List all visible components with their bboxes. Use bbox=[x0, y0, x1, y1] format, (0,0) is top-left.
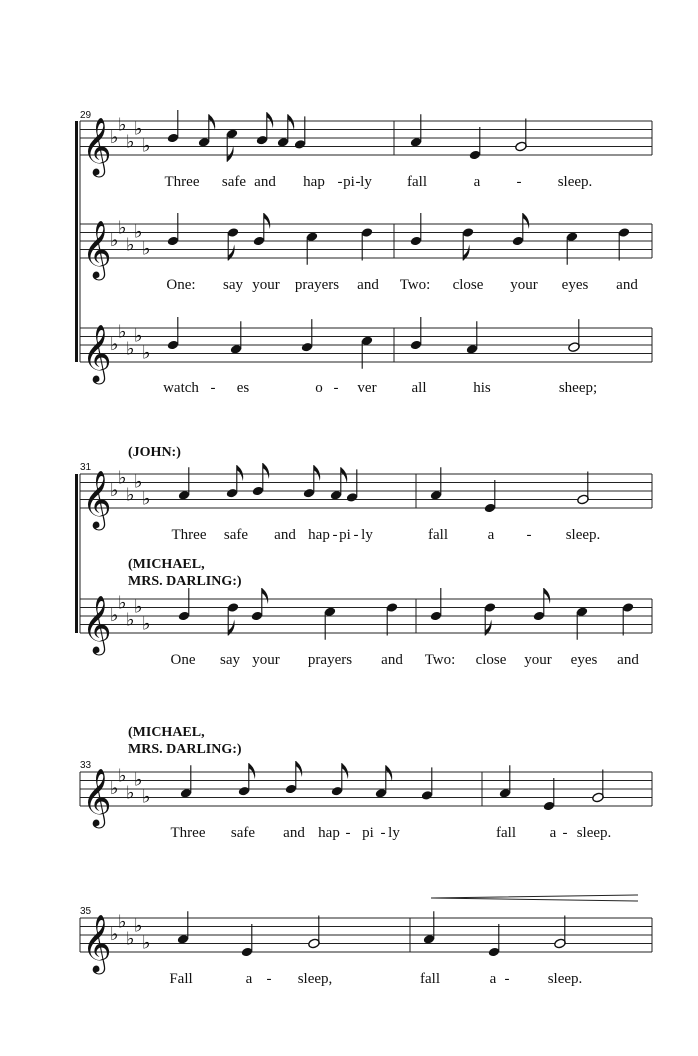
treble-clef-icon: 𝄞 bbox=[82, 595, 112, 653]
quarter-note-icon bbox=[178, 588, 191, 621]
lyric-syllable: prayers bbox=[307, 652, 353, 668]
lyric-syllable: - bbox=[516, 174, 522, 190]
flat-sign-icon: ♭ bbox=[142, 613, 151, 635]
flat-sign-icon: ♭ bbox=[118, 217, 127, 239]
lyric-syllable: sleep, bbox=[297, 971, 333, 987]
lyric-syllable: ly bbox=[388, 825, 400, 841]
music-system bbox=[80, 895, 652, 987]
lyric-syllable: eyes bbox=[570, 652, 598, 668]
lyric-syllable: Three bbox=[171, 527, 207, 543]
lyric-syllable: - bbox=[333, 380, 339, 396]
quarter-note-icon bbox=[410, 114, 423, 147]
quarter-note-icon bbox=[167, 110, 180, 143]
flat-sign-icon: ♭ bbox=[142, 342, 151, 364]
role-label: MRS. DARLING:) bbox=[128, 742, 242, 757]
lyric-syllable: and bbox=[274, 527, 296, 543]
lyric-syllable: a bbox=[245, 971, 253, 987]
quarter-note-icon bbox=[566, 231, 579, 264]
staff bbox=[80, 317, 652, 385]
lyric-syllable: pi bbox=[339, 527, 351, 543]
lyric-syllable: your bbox=[510, 277, 538, 293]
flat-sign-icon: ♭ bbox=[110, 230, 119, 251]
lyric-syllable: a bbox=[489, 971, 497, 987]
lyric-syllable: Three bbox=[170, 825, 206, 841]
music-system bbox=[75, 445, 652, 668]
measure-number: 31 bbox=[80, 462, 92, 473]
lyric-syllable: say bbox=[220, 652, 240, 668]
quarter-note-icon bbox=[361, 227, 374, 260]
quarter-note-icon bbox=[178, 467, 191, 500]
flat-sign-icon: ♭ bbox=[118, 467, 127, 489]
flat-sign-icon: ♭ bbox=[110, 127, 119, 148]
lyric-syllable: One: bbox=[166, 277, 196, 293]
lyric-syllable: - bbox=[504, 971, 510, 987]
quarter-note-icon bbox=[576, 606, 589, 639]
flat-sign-icon: ♭ bbox=[142, 135, 151, 157]
quarter-note-icon bbox=[488, 924, 501, 957]
treble-clef-icon: 𝄞 bbox=[82, 470, 112, 528]
lyric-syllable: and bbox=[283, 825, 305, 841]
crescendo-hairpin bbox=[431, 895, 638, 901]
flat-sign-icon: ♭ bbox=[126, 782, 135, 804]
quarter-note-icon bbox=[386, 602, 399, 635]
lyric-syllable: One bbox=[170, 652, 196, 668]
lyric-syllable: sleep. bbox=[557, 174, 593, 190]
quarter-note-icon bbox=[241, 924, 254, 957]
flat-sign-icon: ♭ bbox=[134, 769, 143, 791]
system-bracket bbox=[75, 474, 78, 633]
role-label: MRS. DARLING:) bbox=[128, 574, 242, 589]
eighth-note-icon bbox=[226, 465, 243, 498]
flat-sign-icon: ♭ bbox=[110, 480, 119, 501]
flat-sign-icon: ♭ bbox=[134, 221, 143, 243]
quarter-note-icon bbox=[423, 911, 436, 944]
staff bbox=[80, 911, 652, 975]
half-note-icon bbox=[568, 319, 581, 352]
lyric-syllable: Fall bbox=[169, 971, 193, 987]
quarter-note-icon bbox=[230, 321, 243, 354]
lyric-syllable: watch bbox=[163, 380, 199, 396]
flat-sign-icon: ♭ bbox=[134, 118, 143, 140]
lyric-syllable: - bbox=[266, 971, 272, 987]
lyric-syllable: pi bbox=[362, 825, 374, 841]
role-label: (MICHAEL, bbox=[128, 557, 205, 572]
lyric-syllable: Two: bbox=[399, 277, 431, 293]
lyric-syllable: prayers bbox=[294, 277, 340, 293]
eighth-note-icon bbox=[331, 763, 348, 796]
treble-clef-icon: 𝄞 bbox=[82, 914, 112, 972]
lyric-syllable: and bbox=[616, 277, 638, 293]
quarter-note-icon bbox=[469, 127, 482, 160]
lyric-syllable: close bbox=[452, 277, 484, 293]
lyric-syllable: hap bbox=[308, 527, 330, 543]
flat-sign-icon: ♭ bbox=[134, 915, 143, 937]
lyric-syllable: sleep. bbox=[547, 971, 583, 987]
eighth-note-icon bbox=[277, 114, 294, 147]
flat-sign-icon: ♭ bbox=[110, 334, 119, 355]
lyric-syllable: sleep. bbox=[565, 527, 601, 543]
lyric-syllable: a bbox=[473, 174, 481, 190]
measure-number: 35 bbox=[80, 906, 92, 917]
lyric-syllable: close bbox=[475, 652, 507, 668]
lyric-syllable: fall bbox=[428, 527, 448, 543]
half-note-icon bbox=[592, 770, 605, 803]
flat-sign-icon: ♭ bbox=[126, 131, 135, 153]
lyric-syllable: fall bbox=[496, 825, 516, 841]
lyric-syllable: sheep; bbox=[558, 380, 598, 396]
quarter-note-icon bbox=[543, 778, 556, 811]
half-note-icon bbox=[308, 916, 321, 949]
quarter-note-icon bbox=[410, 317, 423, 350]
eighth-note-icon bbox=[227, 602, 240, 635]
eighth-note-icon bbox=[226, 128, 239, 161]
flat-sign-icon: ♭ bbox=[110, 605, 119, 626]
flat-sign-icon: ♭ bbox=[118, 114, 127, 136]
lyric-syllable: o bbox=[315, 380, 323, 396]
quarter-note-icon bbox=[430, 588, 443, 621]
flat-sign-icon: ♭ bbox=[126, 928, 135, 950]
flat-sign-icon: ♭ bbox=[142, 786, 151, 808]
quarter-note-icon bbox=[180, 765, 193, 798]
quarter-note-icon bbox=[301, 319, 314, 352]
flat-sign-icon: ♭ bbox=[118, 911, 127, 933]
lyric-syllable: eyes bbox=[561, 277, 589, 293]
lyric-syllable: Two: bbox=[424, 652, 456, 668]
lyric-syllable: safe bbox=[223, 527, 249, 543]
role-label: (JOHN:) bbox=[128, 445, 181, 460]
lyric-syllable: a bbox=[487, 527, 495, 543]
lyric-syllable: your bbox=[252, 277, 280, 293]
treble-clef-icon: 𝄞 bbox=[82, 324, 112, 382]
quarter-note-icon bbox=[324, 606, 337, 639]
flat-sign-icon: ♭ bbox=[110, 924, 119, 945]
eighth-note-icon bbox=[227, 227, 240, 260]
quarter-note-icon bbox=[622, 602, 635, 635]
lyric-syllable: a bbox=[549, 825, 557, 841]
treble-clef-icon: 𝄞 bbox=[82, 768, 112, 826]
treble-clef-icon: 𝄞 bbox=[82, 117, 112, 175]
eighth-note-icon bbox=[238, 763, 255, 796]
quarter-note-icon bbox=[499, 765, 512, 798]
quarter-note-icon bbox=[466, 321, 479, 354]
staff bbox=[80, 110, 652, 178]
eighth-note-icon bbox=[462, 227, 475, 260]
lyric-syllable: - bbox=[562, 825, 568, 841]
flat-sign-icon: ♭ bbox=[126, 338, 135, 360]
lyric-syllable: - bbox=[380, 825, 386, 841]
staff bbox=[80, 213, 652, 281]
flat-sign-icon: ♭ bbox=[134, 471, 143, 493]
flat-sign-icon: ♭ bbox=[142, 488, 151, 510]
lyric-syllable: ly bbox=[360, 174, 372, 190]
lyric-syllable: fall bbox=[407, 174, 427, 190]
flat-sign-icon: ♭ bbox=[126, 484, 135, 506]
lyric-syllable: your bbox=[252, 652, 280, 668]
lyric-syllable: and bbox=[617, 652, 639, 668]
lyric-syllable: - bbox=[353, 527, 359, 543]
quarter-note-icon bbox=[618, 227, 631, 260]
staff bbox=[80, 588, 652, 656]
half-note-icon bbox=[577, 472, 590, 505]
lyric-syllable: say bbox=[223, 277, 243, 293]
eighth-note-icon bbox=[375, 765, 392, 798]
flat-sign-icon: ♭ bbox=[126, 234, 135, 256]
quarter-note-icon bbox=[484, 480, 497, 513]
lyric-syllable: ver bbox=[357, 380, 377, 396]
lyric-syllable: and bbox=[357, 277, 379, 293]
eighth-note-icon bbox=[484, 602, 497, 635]
lyric-syllable: and bbox=[381, 652, 403, 668]
quarter-note-icon bbox=[306, 231, 319, 264]
flat-sign-icon: ♭ bbox=[134, 325, 143, 347]
lyric-syllable: hap bbox=[303, 174, 325, 190]
music-system bbox=[80, 725, 652, 841]
lyric-syllable: your bbox=[524, 652, 552, 668]
lyric-syllable: - bbox=[526, 527, 532, 543]
lyric-syllable: ly bbox=[361, 527, 373, 543]
lyric-syllable: - bbox=[210, 380, 216, 396]
flat-sign-icon: ♭ bbox=[118, 765, 127, 787]
staff bbox=[80, 463, 652, 531]
system-bracket bbox=[75, 121, 78, 362]
eighth-note-icon bbox=[256, 112, 273, 145]
flat-sign-icon: ♭ bbox=[142, 932, 151, 954]
measure-number: 29 bbox=[80, 110, 92, 121]
music-system bbox=[75, 110, 652, 396]
lyric-syllable: - bbox=[337, 174, 343, 190]
eighth-note-icon bbox=[198, 114, 215, 147]
flat-sign-icon: ♭ bbox=[118, 321, 127, 343]
lyric-syllable: pi bbox=[343, 174, 355, 190]
eighth-note-icon bbox=[303, 465, 320, 498]
quarter-note-icon bbox=[410, 213, 423, 246]
lyric-syllable: safe bbox=[221, 174, 247, 190]
eighth-note-icon bbox=[330, 467, 347, 500]
lyric-syllable: - bbox=[332, 527, 338, 543]
lyric-syllable: and bbox=[254, 174, 276, 190]
lyric-syllable: - bbox=[345, 825, 351, 841]
lyric-syllable: all bbox=[411, 380, 427, 396]
flat-sign-icon: ♭ bbox=[118, 592, 127, 614]
measure-number: 33 bbox=[80, 760, 92, 771]
quarter-note-icon bbox=[177, 911, 190, 944]
quarter-note-icon bbox=[430, 467, 443, 500]
quarter-note-icon bbox=[167, 317, 180, 350]
lyric-syllable: fall bbox=[420, 971, 440, 987]
staff bbox=[80, 761, 652, 829]
quarter-note-icon bbox=[167, 213, 180, 246]
role-label: (MICHAEL, bbox=[128, 725, 205, 740]
quarter-note-icon bbox=[361, 335, 374, 368]
lyric-syllable: Three bbox=[164, 174, 200, 190]
lyric-syllable: safe bbox=[230, 825, 256, 841]
lyric-syllable: es bbox=[236, 380, 250, 396]
treble-clef-icon: 𝄞 bbox=[82, 220, 112, 278]
flat-sign-icon: ♭ bbox=[142, 238, 151, 260]
lyric-syllable: sleep. bbox=[576, 825, 612, 841]
half-note-icon bbox=[554, 916, 567, 949]
lyric-syllable: - bbox=[355, 174, 361, 190]
flat-sign-icon: ♭ bbox=[134, 596, 143, 618]
half-note-icon bbox=[515, 119, 528, 152]
flat-sign-icon: ♭ bbox=[126, 609, 135, 631]
flat-sign-icon: ♭ bbox=[110, 778, 119, 799]
lyric-syllable: hap bbox=[318, 825, 340, 841]
lyric-syllable: his bbox=[473, 380, 491, 396]
